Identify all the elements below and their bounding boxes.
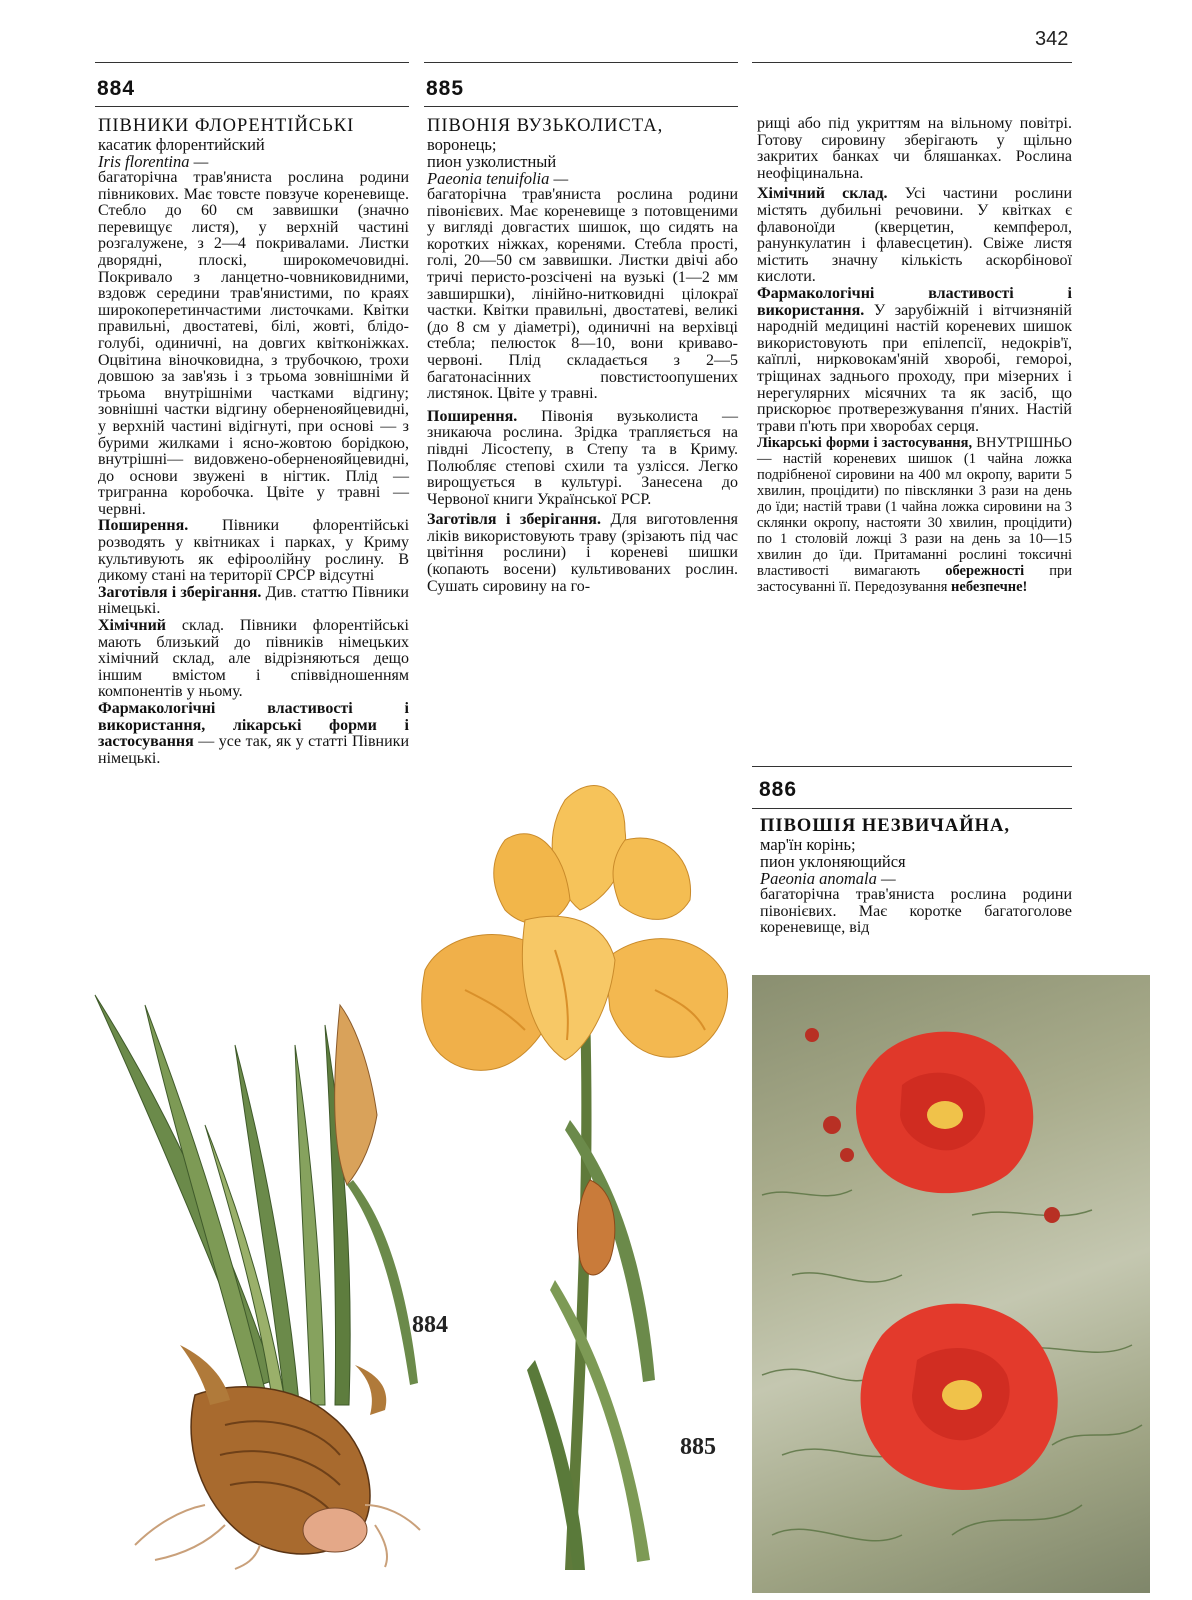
synonym-886-b: пион уклоняющийся [760, 852, 906, 871]
heading-pharm-885: Фармакологічні властивості і використання. [757, 284, 1072, 319]
column-entry-885 [427, 116, 738, 595]
text-spread-885: Півонія вузьколиста — зникаюча рослина. Зрідка трапляється на півдні Лісостепу, в Степу та в Криму. Полюбляє степові схили та узлісся. Легко вирощується в культурі. Занесена до Червоної книги Української РСР. [427, 407, 739, 508]
peony-photo-graphic [752, 975, 1150, 1593]
description-886: багаторічна трав'яниста рослина родини півонієвих. Має коротке багатоголове кореневище, від [760, 886, 1072, 937]
chem-884 [98, 618, 409, 701]
caution-885: обережності [945, 563, 1025, 580]
entry-rule-886 [752, 808, 1072, 809]
spread-885 [427, 409, 738, 509]
iris-leaves [95, 995, 350, 1405]
page-number: 342 [1035, 28, 1069, 50]
column-entry-884 [98, 116, 409, 767]
synonym-885-b: пион узколистный [427, 152, 557, 171]
column-entry-886 [760, 816, 1072, 937]
text-caution-885: при застосуванні її. Передозування [757, 563, 1072, 596]
latin-name-886: Paeonia anomala — [760, 869, 896, 888]
description-885: багаторічна трав'яниста рослина родини півонієвих. Має кореневище з потовщеними у вигляді довгастих шишок, що сидять на коротких ніжках, коренями. Стебла прості, голі, 20—50 см заввишки. Листки двічі або тричі перисто-розсічені на вузькі (1—2 мм завширшки), лінійно-нитковидні цілокраї частки. Квітки правильні, двостатеві, великі (до 8 см у діаметрі), одиничні на верхівці стебла; пелюсток 8—10, вони криваво-червоні. Плід складається з 2—5 багатонасінних повстистоопушених листянок. Цвіте у травні. [427, 186, 738, 403]
entry-number-886: 886 [759, 778, 798, 801]
danger-885: небезпечне! [951, 579, 1028, 596]
entry-rule-884 [95, 106, 409, 107]
entry-title-886: ПІВОШІЯ НЕЗВИЧАЙНА, [760, 816, 1010, 836]
figure-label-885: 885 [680, 1434, 716, 1460]
text-forms-885: ВНУТРІШНЬО — настій кореневих шишок (1 чайна ложка подрібненої сировини на 400 мл окропу, варити 5 хвилин, процідити) по півсклянки 3 рази на день до їди; настій трави (1 чайна ложка сировини на 3 склянки окропу, настояти 30 хвилин, процідити) по 1 столовій ложці 3 рази на день за 10—15 хвилин до їди. Притаманні рослині токсичні властивості вимагають [757, 435, 1072, 580]
harvest-885 [427, 512, 738, 595]
entry-number-884: 884 [97, 77, 136, 100]
photo-paeonia [752, 975, 1150, 1593]
heading-spread-884: Поширення. [98, 517, 189, 535]
peony-bottom-flower [861, 1304, 1058, 1490]
text-pharm-884: — усе так, як у статті Півники німецькі. [98, 733, 409, 767]
entry-title-884: ПІВНИКИ ФЛОРЕНТІЙСЬКІ [98, 116, 355, 136]
heading-spread-885: Поширення. [427, 407, 518, 425]
forms-885 [757, 435, 1072, 595]
entry-rule-885 [424, 106, 738, 107]
text-spread-884: Півники флорентійські розводять у квітниках і парках, у Криму культивують як ефіроолійну рослину. В дикому стані на території СРСР відсутні [98, 517, 410, 585]
continuation-885: рищі або під укриттям на вільному повітрі. Готову сировину зберігають у щільно закритих банках чи бляшанках. Рослина неофіцинальна. [757, 115, 1072, 182]
entry-title-885: ПІВОНІЯ ВУЗЬКОЛИСТА, [427, 116, 664, 136]
pharm-885 [757, 286, 1072, 435]
text-harvest-885: Для виготовлення ліків використовують траву (зрізають під час цвітіння рослини) і кореневі шишки (копають восени) культивованих рослин. Сушать сировину на го- [427, 511, 738, 595]
text-chem-885: Усі частини рослини містять дубильні речовини. У квітках є флавоноїди (кверцетин, кемпферол, ранункулатин і флавесцетин). Свіже листя містить значну кількість аскорбінової кислоти. [757, 185, 1072, 286]
synonym-885-a: воронець; [427, 135, 497, 154]
yellow-iris-flower [422, 786, 728, 1071]
pharm-884 [98, 701, 409, 767]
chem-885 [757, 186, 1072, 286]
harvest-884 [98, 585, 409, 618]
latin-name-885: Paeonia tenuifolia — [427, 169, 569, 188]
heading-harvest-885: Заготівля і зберігання. [427, 511, 601, 529]
peony-top-flower [856, 1032, 1033, 1194]
heading-forms-885: Лікарські форми і застосування, [757, 435, 973, 452]
text-harvest-884: Див. статтю Півники німецькі. [98, 583, 409, 618]
text-chem-884: склад. Півники флорентійські мають близький до півників німецьких хімічний склад, але відрізняються дещо іншим вмістом і співвідношенням компонентів у ньому. [98, 617, 409, 701]
heading-chem-885: Хімічний склад. [757, 185, 888, 203]
figure-label-884: 884 [412, 1312, 448, 1338]
header-rule-886 [752, 766, 1072, 767]
synonym-884: касатик флорентийский [98, 135, 265, 154]
heading-chem-884: Хімічний [98, 617, 167, 635]
entry-number-885: 885 [426, 77, 465, 100]
latin-name-884: Iris florentina — [98, 152, 209, 171]
yellow-iris-stem [527, 1010, 655, 1570]
synonym-886-a: мар'їн корінь; [760, 835, 856, 854]
header-rule-1 [95, 62, 409, 63]
text-pharm-885: У зарубіжній і вітчизняній народній медицині настій кореневих шишок використовують при епілепсії, недокрів'ї, каїплі, нирковокам'яній хворобі, гемороі, тріщинах заднього проходу, при мізерних і нерегулярних місячних та як засіб, що прискорює протверезжування п'яних. Настій трави п'ють при хворобах серця. [757, 301, 1072, 435]
header-rule-2 [424, 62, 738, 63]
column-entry-885-continued [757, 116, 1072, 595]
heading-harvest-884: Заготівля і зберігання. [98, 583, 262, 601]
description-884: багаторічна трав'яниста рослина родини півникових. Має товсте повзуче кореневище. Стебло до 60 см заввишки (значно перевищує листя), у верхній частині розгалужене, з 2—4 покривалами. Листки дворядні, плоскі, широкомечовидні. Покривало з ланцетно-човниковидними, вздовж середини трав'янистими, по краях широкоперетинчастими листочками. Квітки правильні, двостатеві, білі, жовті, блідо-голубі, одиничні, на довгих квітконіжках. Оцвітина віночковидна, з трубочкою, трохи довшою за зав'язь і з трьома зовнішніми й трьома внутрішніми частками відгину; зовнішні частки відгину оберненояйцевидні, у верхній частині відігнуті, при основі — з бурими жилками і ясно-жовтою борідкою, внутрішні— видовжено-оберненояйцевидні, до основи звужені в нігтик. Плід — тригранна коробочка. Цвіте у травні — червні. [98, 169, 409, 518]
spread-884 [98, 518, 409, 584]
header-rule-3 [752, 62, 1072, 63]
illustration-iris-florentina [85, 985, 455, 1570]
heading-pharm-884: Фармакологічні властивості і використання, лікарські форми і застосування [98, 700, 409, 751]
